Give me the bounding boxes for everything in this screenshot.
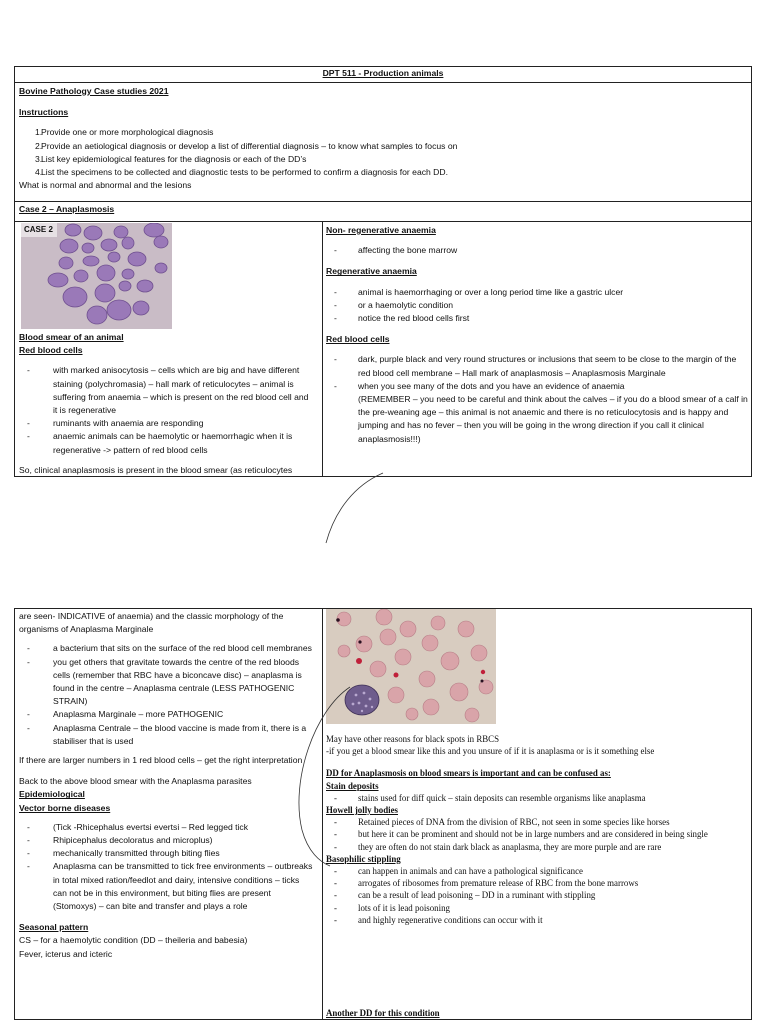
connector-line <box>300 470 400 550</box>
list-item: - can happen in animals and can have a pathological significance <box>326 865 750 877</box>
page2-right-text <box>326 733 750 1020</box>
page2-left-text <box>19 610 319 1008</box>
instructions-heading: Instructions <box>19 107 69 118</box>
column-divider <box>322 221 323 477</box>
instructions-list <box>19 126 747 179</box>
list-item: - ruminants with anaemia are responding <box>19 417 315 430</box>
list-item: - you get others that gravitate towards the centre of the red bloods cells (remember that RBC have a biconcave disc) – anaplasma is found in the centre – Anaplasma centrale (LESS PATHOGENIC STRAIN) <box>19 656 313 709</box>
list-item: - when you see many of the dots and you have an evidence of anaemia (REMEMBER – you need to be careful and think about the calves – if you do a blood smear of a calf in the pre-weaning age – this animal is not anaemic and there is no reticulocytosis and is happy and jumping and has no fever – then you will be going in the wrong direction if you call it clinical anaplasmosis!!!) <box>326 380 748 446</box>
doc-title: Bovine Pathology Case studies 2021 <box>19 86 169 96</box>
stain-list <box>326 792 750 804</box>
trailing-text: So, clinical anaplasmosis is present in the blood smear (as reticulocytes <box>19 464 293 475</box>
list-item: 1. Provide one or more morphological diagnosis <box>35 127 214 138</box>
list-item: - anaemic animals can be haemolytic or haemorrhagic when it is regenerative -> pattern of red blood cells <box>19 430 315 456</box>
case-image-label: CASE 2 <box>24 225 53 234</box>
rbc-list-right <box>326 353 748 445</box>
seasonal-line: Fever, icterus and icteric <box>19 948 113 959</box>
paragraph: If there are larger numbers in 1 red blood cells – get the right interpretation <box>19 755 303 766</box>
list-item: - notice the red blood cells first <box>326 312 748 325</box>
smear-heading: Blood smear of an animal <box>19 332 124 342</box>
list-item: - they are often do not stain dark black as anaplasma, they are more purple and are rare <box>326 841 750 853</box>
rbc-heading: Red blood cells <box>19 345 83 356</box>
list-item: - lots of it is lead poisoning <box>326 902 750 914</box>
list-item: - Anaplasma can be transmitted to tick free environments – outbreaks in total mixed ration/feedlot and dairy, intensive conditions – ticks can not be in this environment, but biting flies are present (Stomoxys) – can bite and transfer and plays a role <box>19 860 313 913</box>
list-item: - Anaplasma Marginale – more PATHOGENIC <box>19 708 313 721</box>
divider <box>14 201 752 202</box>
left-column-text <box>19 331 319 477</box>
list-item: - Anaplasma Centrale – the blood vaccine is made from it, there is a stabiliser that is used <box>19 722 313 748</box>
list-item: - Rhipicephalus decoloratus and microplus) <box>19 834 313 847</box>
anaplasma-list <box>19 642 319 748</box>
header-title: DPT 511 - Production animals <box>322 68 444 78</box>
howell-heading: Howell jolly bodies <box>326 805 398 816</box>
list-item: 4. List the specimens to be collected and diagnostic tests to be performed to confirm a diagnosis for each DD. <box>35 167 448 178</box>
intro-text: are seen- INDICATIVE of anaemia) and the classic morphology of the organisms of Anaplasma Marginale <box>19 611 284 635</box>
list-item: - but here it can be prominent and should not be in large numbers and are considered in being single <box>326 828 750 840</box>
nonregen-list <box>326 244 748 257</box>
list-item: - animal is haemorrhaging or over a long period time like a gastric ulcer <box>326 286 748 299</box>
blood-smear-image <box>21 223 172 329</box>
howell-list <box>326 816 750 853</box>
nonregen-heading: Non- regenerative anaemia <box>326 225 436 235</box>
list-item: - dark, purple black and very round structures or inclusions that seem to be close to the margin of the red blood cell membrane – Hall mark of anaplasmosis – Anaplasmosis Marginale <box>326 353 748 379</box>
list-item: 3. List key epidemiological features for the diagnosis or each of the DD’s <box>35 153 307 164</box>
list-item: 2. Provide an aetiological diagnosis or develop a list of differential diagnosis – to know what samples to focus on <box>35 140 458 151</box>
list-item: - mechanically transmitted through biting flies <box>19 847 313 860</box>
divider <box>14 221 752 222</box>
baso-list <box>326 865 750 926</box>
list-item: - with marked anisocytosis – cells which are big and have different staining (polychromasia) – hall mark of reticulocytes – animal is suffering from anaemia – which is present on the red blood cell and it is regenerative <box>19 364 315 417</box>
stain-heading: Stain deposits <box>326 780 379 791</box>
instructions-section <box>19 85 747 200</box>
vector-heading: Vector borne diseases <box>19 802 111 813</box>
another-dd-heading: Another DD for this condition <box>326 1008 440 1018</box>
list-item: - Retained pieces of DNA from the division of RBC, not seen in some species like horses <box>326 816 750 828</box>
caption: -if you get a blood smear like this and you unsure of if it is anaplasma or is it something else <box>326 746 655 757</box>
baso-heading: Basophilic stippling <box>326 853 401 864</box>
caption: May have other reasons for black spots in RBCS <box>326 734 500 744</box>
vector-list <box>19 821 319 913</box>
list-item: - stains used for diff quick – stain deposits can resemble organisms like anaplasma <box>326 792 750 804</box>
epi-heading: Epidemiological <box>19 789 85 800</box>
seasonal-heading: Seasonal pattern <box>19 922 89 933</box>
list-item: - (Tick -Rhicephalus evertsi evertsi – Red legged tick <box>19 821 313 834</box>
dd-heading: DD for Anaplasmosis on blood smears is important and can be confused as: <box>326 768 611 779</box>
list-item: - affecting the bone marrow <box>326 244 748 257</box>
list-item: - or a haemolytic condition <box>326 299 748 312</box>
divider <box>14 82 752 83</box>
list-item: - arrogates of ribosomes from premature release of RBC from the bone marrows <box>326 877 750 889</box>
list-item: - a bacterium that sits on the surface of the red blood cell membranes <box>19 642 313 655</box>
case-heading: Case 2 – Anaplasmosis <box>19 204 115 214</box>
seasonal-line: CS – for a haemolytic condition (DD – theileria and babesia) <box>19 935 248 946</box>
regen-heading: Regenerative anaemia <box>326 266 417 277</box>
paragraph: Back to the above blood smear with the Anaplasma parasites <box>19 776 252 787</box>
rbc-list <box>19 364 319 456</box>
instructions-footer: What is normal and abnormal and the lesions <box>19 180 192 191</box>
list-item: - can be a result of lead poisoning – DD in a ruminant with stippling <box>326 889 750 901</box>
regen-list <box>326 286 748 326</box>
rbc-heading-right: Red blood cells <box>326 334 390 345</box>
right-column-text <box>326 224 748 476</box>
list-item: - and highly regenerative conditions can occur with it <box>326 914 750 926</box>
